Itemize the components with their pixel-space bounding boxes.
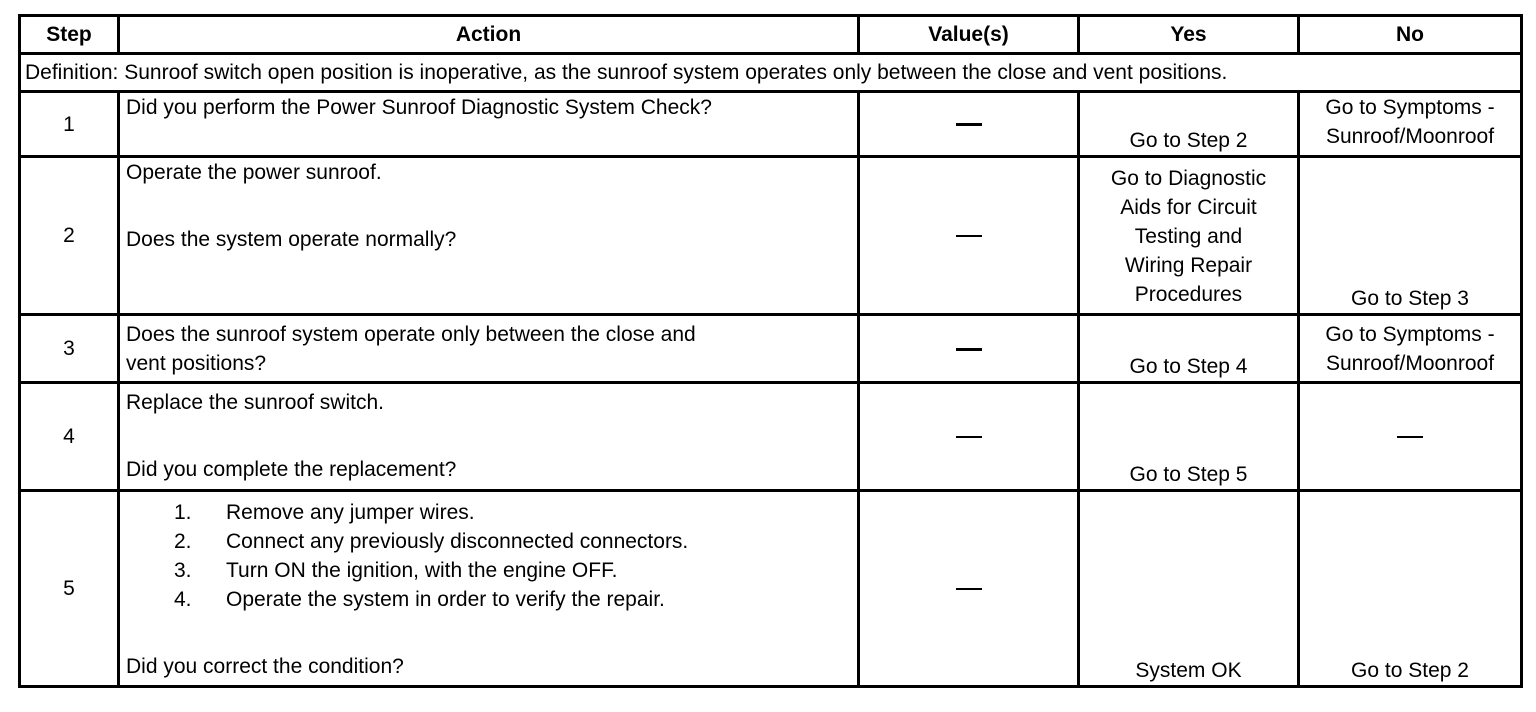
no-link[interactable] xyxy=(1299,315,1522,383)
diagnostic-table xyxy=(18,14,1523,688)
list-text: Turn ON the ignition, with the engine OFF. xyxy=(226,559,618,582)
definition-row xyxy=(20,54,1522,92)
no-link[interactable] xyxy=(1299,92,1522,157)
yes-link[interactable]: Go to Step 4 xyxy=(1079,315,1299,383)
dash-mark xyxy=(956,436,982,438)
table-row xyxy=(20,383,1522,491)
list-item xyxy=(174,556,851,585)
yes-line: Testing and xyxy=(1134,225,1243,248)
step-number: 5 xyxy=(20,491,119,687)
action-line: Did you complete the replacement? xyxy=(126,458,457,481)
table-row xyxy=(20,92,1522,157)
step-number: 1 xyxy=(20,92,119,157)
value-dash xyxy=(859,315,1079,383)
list-text: Connect any previously disconnected connectors. xyxy=(226,530,689,553)
no-link[interactable]: Go to Step 2 xyxy=(1299,491,1522,687)
no-link[interactable]: Go to Step 3 xyxy=(1299,157,1522,315)
action-line: vent positions? xyxy=(126,352,267,375)
action-line: Does the system operate normally? xyxy=(126,228,457,251)
action-cell xyxy=(119,157,859,315)
value-dash xyxy=(859,92,1079,157)
instruction-list xyxy=(126,498,851,614)
list-number: 3. xyxy=(174,559,192,582)
header-action: Action xyxy=(119,16,859,54)
list-text: Operate the system in order to verify the repair. xyxy=(226,588,665,611)
yes-line: Wiring Repair xyxy=(1124,254,1253,277)
table-row xyxy=(20,315,1522,383)
list-number: 1. xyxy=(174,501,192,524)
no-line: Go to Symptoms - xyxy=(1325,323,1495,346)
header-row xyxy=(20,16,1522,54)
step-number: 4 xyxy=(20,383,119,491)
step-number: 2 xyxy=(20,157,119,315)
dash-mark xyxy=(956,235,982,237)
definition-text: Definition: Sunroof switch open position is inoperative, as the sunroof system operates only between the close and vent positions. xyxy=(20,54,1522,92)
action-line: Does the sunroof system operate only between the close and xyxy=(126,323,696,346)
dash-mark xyxy=(956,123,982,126)
list-item xyxy=(174,498,851,527)
yes-link[interactable]: System OK xyxy=(1079,491,1299,687)
value-dash xyxy=(859,491,1079,687)
no-line: Go to Symptoms - xyxy=(1325,96,1495,119)
list-item xyxy=(174,585,851,614)
action-line: Replace the sunroof switch. xyxy=(126,391,384,414)
step-number: 3 xyxy=(20,315,119,383)
dash-mark xyxy=(956,348,982,351)
table-row xyxy=(20,157,1522,315)
no-line: Sunroof/Moonroof xyxy=(1325,125,1495,148)
yes-line: Go to Diagnostic xyxy=(1110,167,1267,190)
action-line: Operate the power sunroof. xyxy=(126,161,382,184)
no-dash xyxy=(1299,383,1522,491)
header-yes: Yes xyxy=(1079,16,1299,54)
list-item xyxy=(174,527,851,556)
action-text: Did you perform the Power Sunroof Diagnostic System Check? xyxy=(119,92,859,157)
list-number: 2. xyxy=(174,530,192,553)
yes-line: Procedures xyxy=(1134,283,1243,306)
yes-link[interactable] xyxy=(1079,157,1299,315)
header-no: No xyxy=(1299,16,1522,54)
action-cell xyxy=(119,383,859,491)
list-number: 4. xyxy=(174,588,192,611)
dash-mark xyxy=(1397,436,1423,438)
list-text: Remove any jumper wires. xyxy=(226,501,475,524)
action-line: Did you correct the condition? xyxy=(126,655,404,678)
header-values: Value(s) xyxy=(859,16,1079,54)
value-dash xyxy=(859,383,1079,491)
yes-link[interactable]: Go to Step 5 xyxy=(1079,383,1299,491)
header-step: Step xyxy=(20,16,119,54)
yes-line: Aids for Circuit xyxy=(1120,196,1257,219)
dash-mark xyxy=(956,588,982,590)
action-cell xyxy=(119,491,859,687)
value-dash xyxy=(859,157,1079,315)
table-row xyxy=(20,491,1522,687)
no-line: Sunroof/Moonroof xyxy=(1325,352,1495,375)
action-cell xyxy=(119,315,859,383)
yes-link[interactable]: Go to Step 2 xyxy=(1079,92,1299,157)
